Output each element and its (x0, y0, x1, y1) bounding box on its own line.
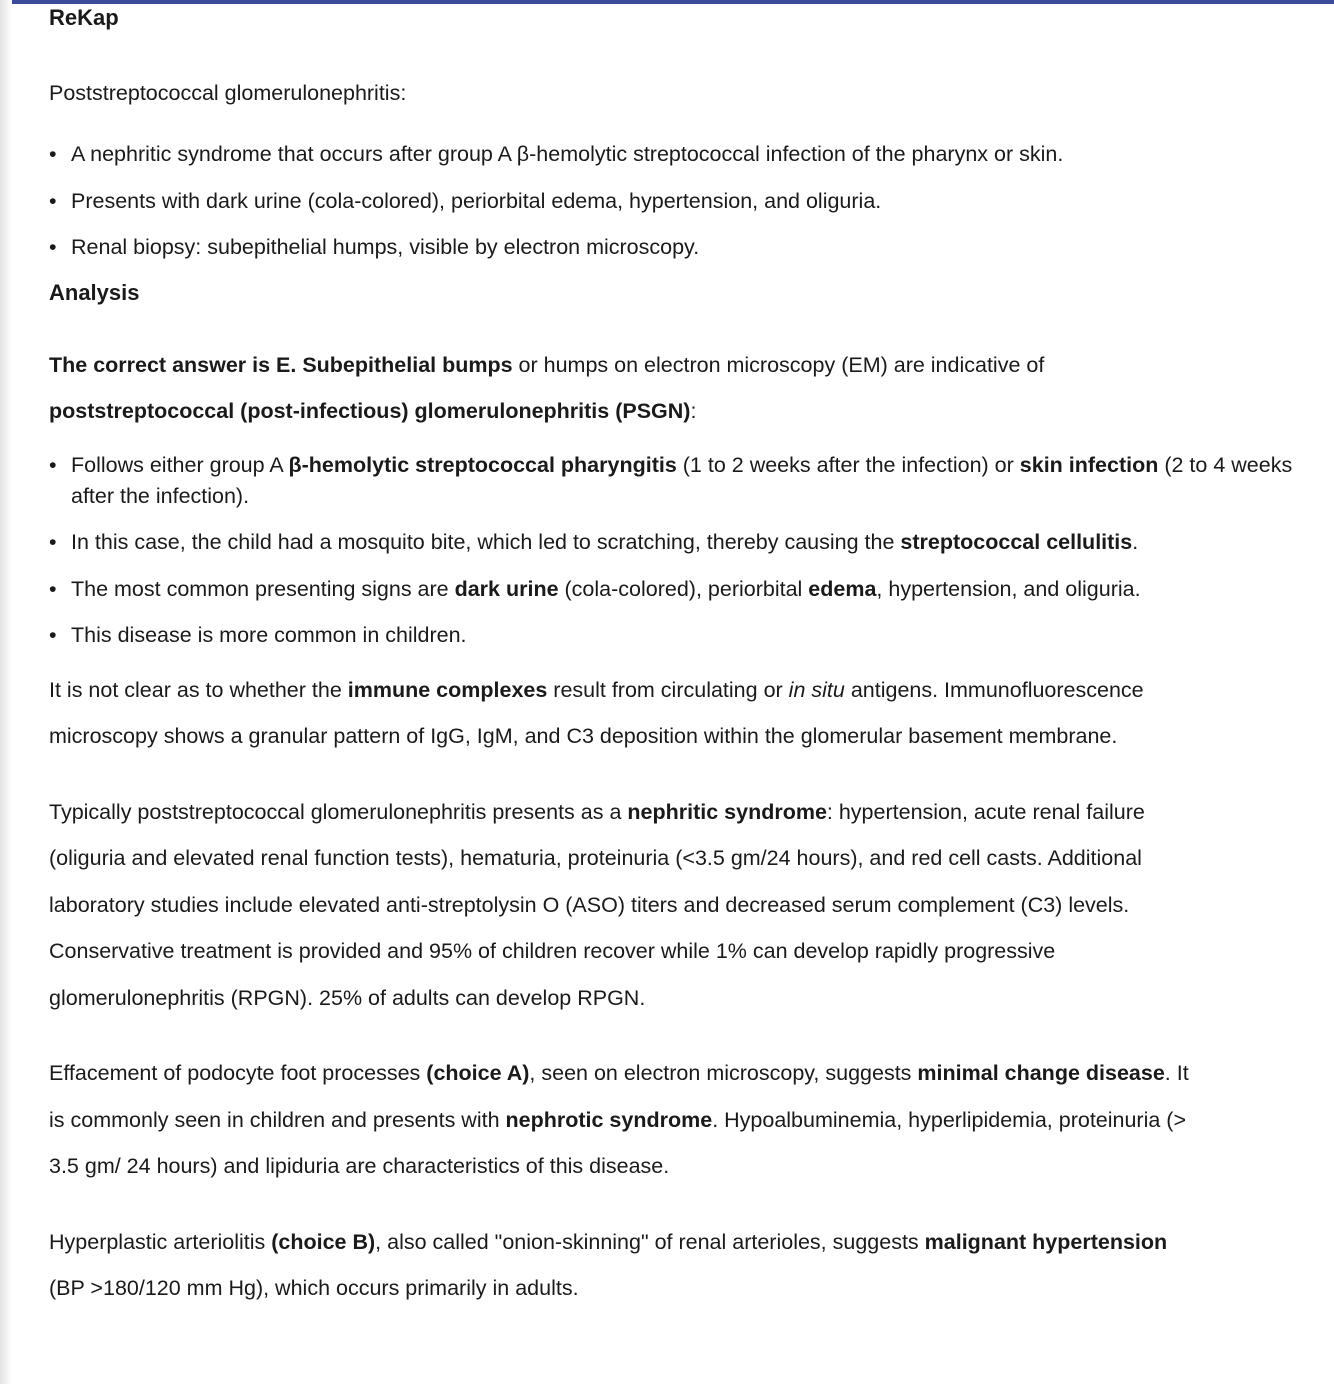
rekap-bullet-3: • Renal biopsy: subepithelial humps, visible by electron microscopy. (49, 232, 1329, 263)
rekap-heading: ReKap (49, 5, 119, 30)
correct-answer-label: The correct answer is E. Subepithelial bumps (49, 352, 513, 377)
immune-complex-paragraph: It is not clear as to whether the immune complexes result from circulating or in situ antigens. Immunofluorescence microscopy shows a granular pattern of IgG, IgM, and C3 deposition within the glomerular basement membrane. (49, 677, 1144, 748)
analysis-bullet-list (49, 450, 1329, 652)
psgn-term: poststreptococcal (post-infectious) glomerulonephritis (PSGN) (49, 399, 691, 423)
analysis-bullet-3: • The most common presenting signs are dark urine (cola-colored), periorbital edema, hypertension, and oliguria. (49, 574, 1329, 605)
choice-a-paragraph: Effacement of podocyte foot processes (choice A), seen on electron microscopy, suggests minimal change disease. It is commonly seen in children and presents with nephrotic syndrome. Hypoalbuminemia, hyperlipidemia, proteinuria (> 3.5 gm/ 24 hours) and lipiduria are characteristics of this disease. (49, 1061, 1189, 1178)
left-edge-shadow (0, 0, 12, 1384)
analysis-heading: Analysis (49, 279, 140, 305)
analysis-bullet-1: • Follows either group A β-hemolytic streptococcal pharyngitis (1 to 2 weeks after the infection) or skin infection (2 to 4 weeks after the infection). (49, 450, 1329, 512)
answer-text: or humps on electron microscopy (EM) are indicative of (512, 352, 1045, 377)
choice-b-paragraph: Hyperplastic arteriolitis (choice B), also called "onion-skinning" of renal arterioles, suggests malignant hypertension (BP >180/120 mm Hg), which occurs primarily in adults. (49, 1229, 1168, 1300)
rekap-intro: Poststreptococcal glomerulonephritis: (49, 81, 407, 105)
correct-answer-paragraph (49, 342, 1329, 435)
rekap-bullet-2: • Presents with dark urine (cola-colored), periorbital edema, hypertension, and oliguria. (49, 186, 1329, 217)
answer-colon: : (690, 399, 697, 423)
analysis-bullet-4: • This disease is more common in children. (49, 620, 1329, 651)
rekap-bullet-1: • A nephritic syndrome that occurs after group A β-hemolytic streptococcal infection of the pharynx or skin. (49, 139, 1329, 170)
analysis-bullet-2: • In this case, the child had a mosquito bite, which led to scratching, thereby causing the streptococcal cellulitis. (49, 527, 1329, 558)
typical-presentation-paragraph: Typically poststreptococcal glomerulonephritis presents as a nephritic syndrome: hypertension, acute renal failure (oliguria and elevated renal function tests), hematuria, proteinuria (<3.5 gm/24 hours), and red cell casts. Additional laboratory studies include elevated anti-streptolysin O (ASO) titers and decreased serum complement (C3) levels. Conservative treatment is provided and 95% of children recover while 1% can develop rapidly progressive glomerulonephritis (RPGN). 25% of adults can develop RPGN. (49, 799, 1145, 1010)
explanation-content (49, 4, 1329, 1312)
rekap-bullet-list (49, 139, 1329, 263)
